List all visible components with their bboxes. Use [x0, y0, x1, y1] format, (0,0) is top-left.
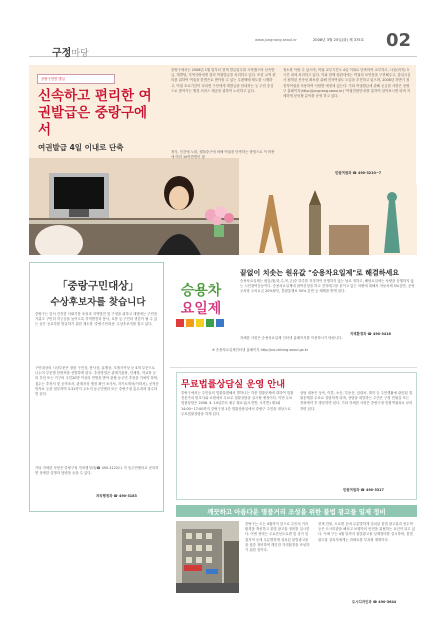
- page-number: 02: [385, 30, 411, 51]
- car-free-body: 승용차요일제는 평일(월,화,수,목,금)중 하루를 지정하여 운행하지 않는 날로 정하고, 해당요일에는 차량을 운행하지 않는 시민참여운동이다. 승용차요일제에 참여신청을 하고 전자태그를 붙이고 있는 차량에 대해서 자동차세 5%감면, 공영주차장 주차요금 20%할인, 혼잡통행료 50% 감면 등 혜택을 받게 된다.: [240, 279, 415, 294]
- site-url: www.jungnang.seoul.kr: [255, 38, 297, 42]
- flower-vase-image: [199, 205, 239, 237]
- car-free-body2: 자세한 사항은 승용차요일제 인터넷 홈페이지를 이용하시기 바랍니다.: [240, 336, 343, 340]
- passport-subhead: 여권발급 4일 이내로 단축: [38, 143, 124, 152]
- passport-body-col2: 정소를 이랑 수 있으며, 여권 교부기간도 4일 이내로 단축하여 교부하고, 사증(비자) 3시간 내에 처리하고 있다. 이와 함께 평관내에는 여권의 보안성을 구현해주고, 출입국심사 평학된 신속성 확보를 위해 전자여권도 도입을 추진하고 있으며, 2008년 하반기 첫 전자여권을 사용하여 사람발 예정에 있는다. 기타 여권발급에 관해 궁금한 사항은 중랑구 홈페이지(http://jungnang.seoul.kr) '여권민원안내'를 통하여 알아보시면 되며 자세하게 문의할 분야를 운영 하고 있다.: [283, 68, 411, 99]
- ad-cleanup-body-col2: 현재 건물, 도로변 등에 무분별하게 설치된 불법 광고물과 현수막 등은 도시미관을 해치고 보행자의 안전을 위협하는 요인이 되고 있다. 이에 구는 4월 말까지 불법광고물 일제정비를 실시하며, 불법 광고물 설치자에게는 과태료를 부과할 계획이다.: [318, 522, 416, 542]
- resident-award-body2: 구민대상의 시상부문은 장한 구민상, 봉사상, 효행상, 모범가족상 등 4개 부문으로 나누어 부문별 한명씩을 선발하게 된다. 추천방법은 관계기관장, 단체장, 학교장 등의 추천 또는 가구의 주민20명 이상의 연명을 받아 관할 동주민 추천을 거쳐야 하며, 접수는 추천서 및 공적조서, 관계서상 행정 확인 조사서, 자기소개서(이력서), 공적증빙자료 등을 첨부하여 3.31까지 주소지 동주민센터 또는 중랑구청 총무과에 접수하면 된다.: [35, 366, 159, 397]
- resident-award-title: 「중랑구민대상」: [57, 280, 139, 292]
- resident-award-body: 중랑구는 앞서 건전한 사회기풍 조성과 지역발전 및 구정을 위하고 대범에는 구민을 기위고 구민의 자긍심을 높이도록 지역발전과 봉사, 호봉 등 구민의 귀감이 될 수 있는 숨은 공로자를 발굴하기 위한 제도를 '중랑구민대상' 수상후보자를 찾고 있다.: [35, 312, 158, 327]
- street-building-photo: [176, 521, 239, 593]
- resident-award-credit: 자치행정과 ☎ 490-3183: [96, 494, 137, 498]
- world-landmarks-image: [239, 185, 417, 255]
- legal-consult-credit: 민원여권과 ☎ 490-3317: [343, 488, 384, 492]
- legal-consult-title: 무료법률상담실 운영 안내: [181, 379, 286, 390]
- logo-text-top: 승용차: [180, 283, 222, 299]
- section-title-main: 구정: [52, 48, 72, 59]
- car-free-day-logo: [170, 267, 233, 337]
- story-label-box: [37, 74, 115, 84]
- section-title-rest: 마당: [71, 49, 89, 59]
- passport-body-col1: 중랑구에서는 2008년 1월 말부터 현재 발급업무를 시작했으며 신속발급, 계발담, 지역사람에게 접의 여권발급을 처리하고 있다. 또한 교역 편의를 위하여 여권을 한밤은로 받아볼 수 있는 우편택배 제도를 시행하고, 여권 포로기간이 다되면 구민에게 재발급을 안내하는 등 주민 중심으로 찾아가는 행정 서비스 제공을 위하여 노력하고 있다.: [171, 68, 276, 93]
- car-free-headline: 끝없이 치솟는 원유값 "승용차요일제"로 해결하세요: [240, 269, 400, 277]
- issue-date: 2008년 3월 25일(화) 제 375호: [313, 38, 365, 42]
- resident-award-body3: 기타 자세한 사항은 중랑구청 자치행정과(☎ 490-3122)나 각 동주민센터로 문의하면 상세한 설명과 답변을 들을 수 있다.: [35, 466, 159, 476]
- passport-credit: 민원여권과 ☎ 490-3210~7: [335, 171, 382, 175]
- passport-headline: 신속하고 편리한 여권발급은 중랑구에서: [38, 88, 152, 138]
- passport-body-col1b: 정식, 인간에 노를, 행복중구에 비해 여권을 단축하는 방법으로 이 비싼에 여러 10여만명이 평: [171, 150, 275, 160]
- car-free-credit: 지역환경과 ☎ 490-3416: [350, 332, 391, 336]
- legal-consult-body-col1: 중랑구에서는 주민들의 법률불편해서 발하나는 각종 법률문제에 대하여 법률전문가의 변호사와 로펌에서 무료로 법률상담을 실시할 예정이다. 이번 무료법률상담은 2008. 4. 14일부터 매주 월요일(오전반, 오후반) 제1회 14:00~17:00까지 중랑구청 1층 법률상담실에서 중랑구 주민을 대상으로 무료법률상담을 하게 된다.: [181, 391, 294, 416]
- car-free-footnote: ※ 승용차요일제인터넷 홈페이지 http://no-driving.seoul.go.kr: [212, 348, 309, 352]
- ad-cleanup-body-col1: 중랑구는 오는 4월까지 앞으로 주민의 거리환경을 개선하고 불법 광고물 정비를 실시한다. 이번 정비는 주요간선도로변 및 상가 밀집지역 등에 무분별하게 설치된 불법광고물을 집중 정비하여 깨끗한 거리환경을 조성하기 위한 것이다.: [245, 522, 310, 553]
- story-label: 중랑구민만 발급: [41, 77, 66, 81]
- ad-cleanup-title: 깨끗하고 아름다운 명품거리 조성을 위한 불법 광고물 일제 정비: [207, 508, 386, 516]
- resident-award-subtitle: 수상후보자를 찾습니다: [50, 297, 146, 308]
- ad-cleanup-credit: 도시디자인과 ☎ 490-3644: [352, 600, 397, 604]
- logo-text-bottom: 요일제: [180, 301, 222, 317]
- legal-consult-body-col2: 상담 내용은 상속, 이혼, 소송, 부동산, 임대차, 계약 등 주민생활에 관련된 법률문제를 무료로 상담하게 되며, 상담을 희망하는 주민은 구청 민원실 또는 전화예약 후 방문하면 된다. 기타 자세한 사항은 중랑구청 민원여권과로 문의하면 된다.: [300, 391, 413, 411]
- page-section-title: [52, 44, 89, 59]
